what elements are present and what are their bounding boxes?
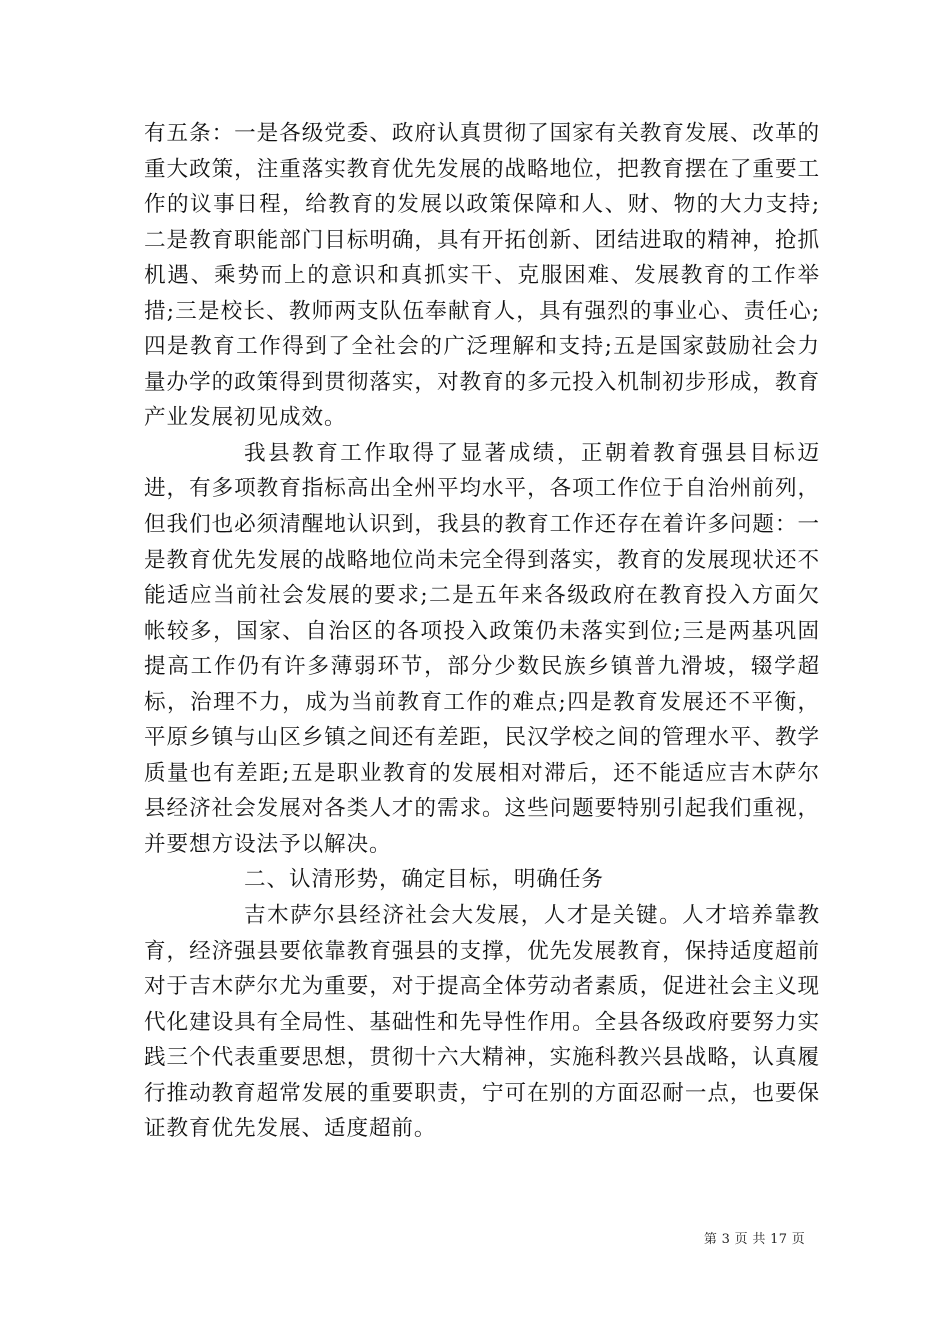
paragraph-2: 我县教育工作取得了显著成绩，正朝着教育强县目标迈进，有多项教育指标高出全州平均水平，各项工作位于自治州前列，但我们也必须清醒地认识到，我县的教育工作还存在着许多问题：一是教育优先发展的战略地位尚未完全得到落实，教育的发展现状还不能适应当前社会发展的要求;二是五年来各级政府在教育投入方面欠帐较多，国家、自治区的各项投入政策仍未落实到位;三是两基巩固提高工作仍有许多薄弱环节，部分少数民族乡镇普九滑坡，辍学超标，治理不力，成为当前教育工作的难点;四是教育发展还不平衡，平原乡镇与山区乡镇之间还有差距，民汉学校之间的管理水平、教学质量也有差距;五是职业教育的发展相对滞后，还不能适应吉木萨尔县经济社会发展对各类人才的需求。这些问题要特别引起我们重视，并要想方设法予以解决。: [144, 440, 820, 857]
paragraph-1: 有五条：一是各级党委、政府认真贯彻了国家有关教育发展、改革的重大政策，注重落实教育优先发展的战略地位，把教育摆在了重要工作的议事日程，给教育的发展以政策保障和人、财、物的大力支持;二是教育职能部门目标明确，具有开拓创新、团结进取的精神，抢抓机遇、乘势而上的意识和真抓实干、克服困难、发展教育的工作举措;三是校长、教师两支队伍奉献育人，具有强烈的事业心、责任心;四是教育工作得到了全社会的广泛理解和支持;五是国家鼓励社会力量办学的政策得到贯彻落实，对教育的多元投入机制初步形成，教育产业发展初见成效。: [144, 121, 820, 431]
document-page: [144, 116, 820, 1147]
section-heading: 二、认清形势，确定目标，明确任务: [244, 867, 604, 893]
paragraph-3: 吉木萨尔县经济社会大发展，人才是关键。人才培养靠教育，经济强县要依靠教育强县的支撑，优先发展教育，保持适度超前对于吉木萨尔尤为重要，对于提高全体劳动者素质，促进社会主义现代化建设具有全局性、基础性和先导性作用。全县各级政府要努力实践三个代表重要思想，贯彻十六大精神，实施科教兴县战略，认真履行推动教育超常发展的重要职责，宁可在别的方面忍耐一点，也要保证教育优先发展、适度超前。: [144, 903, 820, 1142]
page-number-footer: 第 3 页 共 17 页: [703, 1232, 805, 1247]
